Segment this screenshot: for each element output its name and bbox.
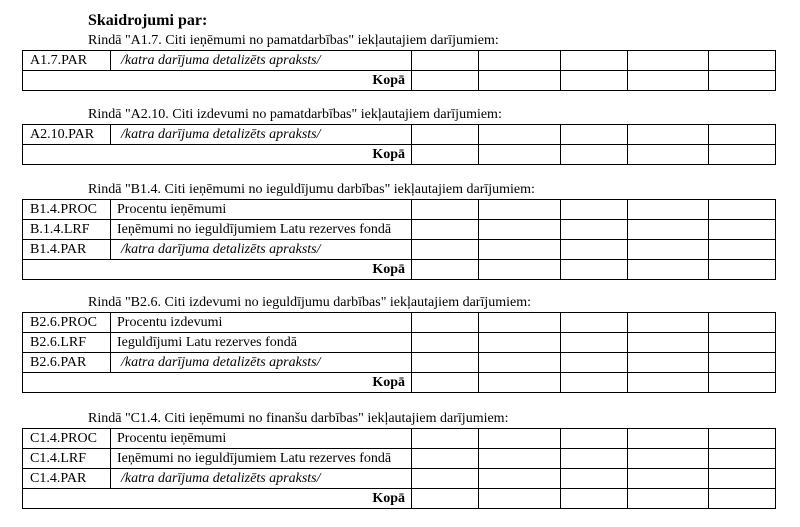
value-cell <box>709 200 776 220</box>
description-cell: /katra darījuma detalizēts apraksts/ <box>111 469 412 489</box>
total-value-cell <box>561 373 628 393</box>
total-value-cell <box>412 260 479 280</box>
value-cell <box>561 353 628 373</box>
total-row <box>23 260 776 280</box>
section-4 <box>22 295 775 393</box>
explanation-table <box>22 428 776 509</box>
table-body <box>23 125 776 165</box>
value-cell <box>709 313 776 333</box>
section-heading: Rindā "A1.7. Citi ieņēmumi no pamatdarbības" iekļautajiem darījumiem: <box>88 33 499 48</box>
description-cell: /katra darījuma detalizēts apraksts/ <box>111 125 412 145</box>
section-2 <box>22 107 775 165</box>
document-title: Skaidrojumi par: <box>88 12 208 29</box>
description-cell: Procentu ieņēmumi <box>111 429 412 449</box>
code-cell: C1.4.LRF <box>23 449 111 469</box>
section-heading: Rindā "C1.4. Citi ieņēmumi no finanšu darbības" iekļautajiem darījumiem: <box>88 411 509 426</box>
value-cell <box>412 449 479 469</box>
code-cell: B2.6.PAR <box>23 353 111 373</box>
value-cell <box>561 429 628 449</box>
total-value-cell <box>628 489 709 509</box>
total-label: Kopā <box>23 489 412 509</box>
value-cell <box>412 220 479 240</box>
value-cell <box>479 200 561 220</box>
value-cell <box>479 313 561 333</box>
total-value-cell <box>709 71 776 91</box>
section-heading: Rindā "B2.6. Citi izdevumi no ieguldījumu darbības" iekļautajiem darījumiem: <box>88 295 532 310</box>
total-row <box>23 373 776 393</box>
total-value-cell <box>479 489 561 509</box>
value-cell <box>628 333 709 353</box>
value-cell <box>479 333 561 353</box>
code-cell: B2.6.LRF <box>23 333 111 353</box>
value-cell <box>561 469 628 489</box>
value-cell <box>628 200 709 220</box>
value-cell <box>628 220 709 240</box>
value-cell <box>628 313 709 333</box>
explanation-table <box>22 124 776 165</box>
total-value-cell <box>628 71 709 91</box>
total-value-cell <box>412 489 479 509</box>
total-value-cell <box>561 260 628 280</box>
value-cell <box>561 240 628 260</box>
table-body <box>23 51 776 91</box>
value-cell <box>479 429 561 449</box>
table-row <box>23 449 776 469</box>
value-cell <box>628 469 709 489</box>
description-cell: Ieņēmumi no ieguldījumiem Latu rezerves fondā <box>111 449 412 469</box>
explanation-table <box>22 199 776 280</box>
value-cell <box>709 240 776 260</box>
section-1 <box>22 33 775 91</box>
table-row <box>23 353 776 373</box>
value-cell <box>412 125 479 145</box>
value-cell <box>479 353 561 373</box>
table-row <box>23 200 776 220</box>
value-cell <box>709 125 776 145</box>
code-cell: C1.4.PAR <box>23 469 111 489</box>
value-cell <box>479 240 561 260</box>
total-row <box>23 145 776 165</box>
table-row <box>23 220 776 240</box>
value-cell <box>479 51 561 71</box>
total-value-cell <box>628 260 709 280</box>
total-label: Kopā <box>23 71 412 91</box>
code-cell: A2.10.PAR <box>23 125 111 145</box>
total-row <box>23 489 776 509</box>
value-cell <box>561 125 628 145</box>
code-cell: C1.4.PROC <box>23 429 111 449</box>
value-cell <box>479 469 561 489</box>
total-value-cell <box>561 145 628 165</box>
total-value-cell <box>412 145 479 165</box>
code-cell: B1.4.PAR <box>23 240 111 260</box>
total-label: Kopā <box>23 145 412 165</box>
value-cell <box>628 125 709 145</box>
value-cell <box>709 449 776 469</box>
value-cell <box>412 353 479 373</box>
table-row <box>23 125 776 145</box>
value-cell <box>709 333 776 353</box>
value-cell <box>561 200 628 220</box>
explanation-table <box>22 312 776 393</box>
total-value-cell <box>479 373 561 393</box>
description-cell: Procentu ieņēmumi <box>111 200 412 220</box>
value-cell <box>709 429 776 449</box>
total-row <box>23 71 776 91</box>
total-value-cell <box>479 145 561 165</box>
value-cell <box>628 429 709 449</box>
value-cell <box>412 429 479 449</box>
total-value-cell <box>709 145 776 165</box>
value-cell <box>709 469 776 489</box>
table-body <box>23 313 776 393</box>
value-cell <box>561 220 628 240</box>
value-cell <box>412 240 479 260</box>
value-cell <box>709 51 776 71</box>
value-cell <box>412 51 479 71</box>
value-cell <box>709 353 776 373</box>
table-body <box>23 429 776 509</box>
value-cell <box>628 240 709 260</box>
total-value-cell <box>628 373 709 393</box>
table-row <box>23 240 776 260</box>
total-value-cell <box>479 71 561 91</box>
description-cell: Ieņēmumi no ieguldījumiem Latu rezerves fondā <box>111 220 412 240</box>
code-cell: B1.4.PROC <box>23 200 111 220</box>
description-cell: /katra darījuma detalizēts apraksts/ <box>111 240 412 260</box>
code-cell: B.1.4.LRF <box>23 220 111 240</box>
total-value-cell <box>412 71 479 91</box>
section-heading: Rindā "B1.4. Citi ieņēmumi no ieguldījumu darbības" iekļautajiem darījumiem: <box>88 182 535 197</box>
value-cell <box>412 333 479 353</box>
table-row <box>23 333 776 353</box>
table-row <box>23 469 776 489</box>
explanation-table <box>22 50 776 91</box>
total-label: Kopā <box>23 373 412 393</box>
value-cell <box>412 313 479 333</box>
section-5 <box>22 411 775 509</box>
value-cell <box>628 449 709 469</box>
total-value-cell <box>561 489 628 509</box>
total-value-cell <box>412 373 479 393</box>
description-cell: Procentu izdevumi <box>111 313 412 333</box>
table-row <box>23 429 776 449</box>
total-value-cell <box>479 260 561 280</box>
value-cell <box>561 313 628 333</box>
total-value-cell <box>709 489 776 509</box>
total-value-cell <box>561 71 628 91</box>
table-body <box>23 200 776 280</box>
description-cell: Ieguldījumi Latu rezerves fondā <box>111 333 412 353</box>
description-cell: /katra darījuma detalizēts apraksts/ <box>111 353 412 373</box>
value-cell <box>479 220 561 240</box>
table-row <box>23 51 776 71</box>
value-cell <box>412 200 479 220</box>
code-cell: B2.6.PROC <box>23 313 111 333</box>
value-cell <box>561 333 628 353</box>
value-cell <box>479 449 561 469</box>
total-label: Kopā <box>23 260 412 280</box>
value-cell <box>561 449 628 469</box>
value-cell <box>479 125 561 145</box>
section-3 <box>22 182 775 280</box>
table-row <box>23 313 776 333</box>
value-cell <box>412 469 479 489</box>
value-cell <box>628 51 709 71</box>
total-value-cell <box>709 260 776 280</box>
description-cell: /katra darījuma detalizēts apraksts/ <box>111 51 412 71</box>
value-cell <box>561 51 628 71</box>
section-heading: Rindā "A2.10. Citi izdevumi no pamatdarbības" iekļautajiem darījumiem: <box>88 107 502 122</box>
code-cell: A1.7.PAR <box>23 51 111 71</box>
value-cell <box>628 353 709 373</box>
total-value-cell <box>628 145 709 165</box>
value-cell <box>709 220 776 240</box>
total-value-cell <box>709 373 776 393</box>
